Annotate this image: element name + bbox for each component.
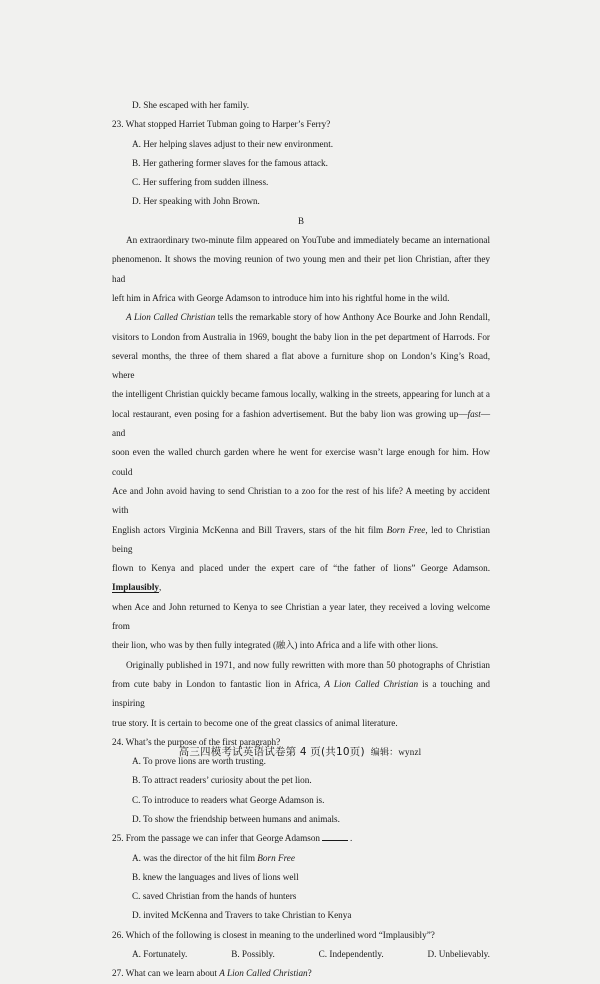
question-23: 23. What stopped Harriet Tubman going to Harper’s Ferry?	[112, 119, 331, 130]
p2-line: their lion, who was by then fully integrated (融入) into Africa and a life with other lions.	[112, 640, 439, 651]
q25-option-a	[112, 849, 490, 868]
p2-line	[112, 559, 490, 598]
p2-line: visitors to London from Australia in 1969, bought the baby lion in the pet department of Harrods. For	[112, 331, 490, 342]
paragraph-1	[112, 231, 490, 308]
q25-text: .	[350, 833, 353, 844]
q25-option-c: C. saved Christian from the hands of hunters	[132, 891, 297, 902]
underlined-word: Implausibly	[112, 582, 159, 593]
q23-option-a: A. Her helping slaves adjust to their new environment.	[132, 138, 334, 149]
p1-line: An extraordinary two-minute film appeared on YouTube and immediately became an international	[126, 235, 490, 246]
q24-option-a: A. To prove lions are worth trusting.	[132, 756, 266, 767]
q25a-text: A. was the director of the hit film	[132, 852, 258, 863]
film-title: Born Free	[257, 852, 295, 863]
question-27	[112, 964, 490, 983]
page-footer	[0, 744, 600, 759]
q22-option-d: D. She escaped with her family.	[132, 100, 250, 110]
section-heading: B	[297, 215, 304, 226]
book-title: A Lion Called Christian	[324, 678, 419, 689]
p2-line: when Ace and John returned to Kenya to see Christian a year later, they received a loving welcome from	[112, 601, 490, 632]
p2-line: soon even the walled church garden where he went for exercise wasn’t large enough for him. How could	[112, 447, 490, 477]
p2-line	[112, 521, 490, 560]
q26-option-d: D. Unbelievably.	[427, 949, 490, 960]
question-24: 24. What’s the purpose of the first paragraph?	[112, 736, 281, 747]
footer-text: 高三四模考试英语试卷第 4 页(共10页)	[178, 746, 365, 758]
film-title: Born Free	[386, 524, 426, 535]
q24-option-d: D. To show the friendship between humans and animals.	[132, 813, 340, 824]
answer-blank	[322, 832, 348, 841]
p3-line	[112, 675, 490, 714]
p2-line: several months, the three of them shared a flat above a furniture shop on London’s King’s Road, where	[112, 350, 490, 381]
p2-line: Ace and John avoid having to send Christian to a zoo for the rest of his life? A meeting by accident with	[112, 485, 490, 516]
p2-text: flown to Kenya and placed under the expert care of “the father of lions” George Adamson.	[112, 563, 490, 574]
p3-text: from cute baby in London to fantastic lion in Africa,	[112, 678, 325, 689]
page-content	[112, 96, 490, 984]
p2-text: —and	[112, 408, 490, 439]
q25-text: 25. From the passage we can infer that George Adamson	[112, 833, 321, 844]
footer-editor: 编辑：wynzl	[370, 747, 422, 757]
p2-text: tells the remarkable story of how Anthony Ace Bourke and John Rendall,	[215, 312, 490, 323]
q27-text: ?	[307, 968, 312, 979]
paragraph-3	[112, 656, 490, 733]
q23-option-c: C. Her suffering from sudden illness.	[132, 177, 269, 188]
p3-text: is a touching and inspiring	[112, 678, 491, 709]
q26-option-c: C. Independently.	[318, 949, 384, 960]
p1-line: phenomenon. It shows the moving reunion of two young men and their pet lion Christian, after they had	[112, 254, 490, 284]
q24-option-c: C. To introduce to readers what George Adamson is.	[132, 794, 325, 805]
question-26: 26. Which of the following is closest in meaning to the underlined word “Implausibly”?	[112, 929, 435, 940]
q26-option-a: A. Fortunately.	[132, 949, 188, 960]
p2-text: local restaurant, even posing for a fashion advertisement. But the baby lion was growing up—	[112, 408, 468, 419]
p2-line	[112, 308, 490, 327]
p2-line	[112, 405, 490, 444]
q26-option-b: B. Possibly.	[231, 949, 275, 960]
q25-option-b: B. knew the languages and lives of lions well	[132, 871, 299, 882]
q26-options	[112, 945, 490, 964]
q27-text: 27. What can we learn about	[112, 968, 220, 979]
q23-option-b: B. Her gathering former slaves for the famous attack.	[132, 157, 328, 168]
q24-option-b: B. To attract readers’ curiosity about the pet lion.	[132, 775, 312, 786]
question-25	[112, 829, 490, 848]
p2-line: the intelligent Christian quickly became famous locally, walking in the streets, appearing for lunch at a	[112, 389, 490, 400]
p2-text: English actors Virginia McKenna and Bill Travers, stars of the hit film	[112, 524, 387, 535]
q25-option-d: D. invited McKenna and Travers to take Christian to Kenya	[132, 910, 352, 921]
p1-line: left him in Africa with George Adamson to introduce him into his rightful home in the wild.	[112, 292, 450, 303]
emphasis-fast: fast	[467, 408, 481, 419]
p2-text: , led to Christian being	[112, 524, 490, 554]
p3-line: true story. It is certain to become one of the great classics of animal literature.	[112, 717, 398, 728]
p3-line: Originally published in 1971, and now fully rewritten with more than 50 photographs of Christian	[126, 659, 490, 670]
p2-text: ,	[158, 582, 162, 593]
book-title: A Lion Called Christian	[126, 312, 216, 323]
book-title: A Lion Called Christian	[219, 968, 308, 979]
q23-option-d: D. Her speaking with John Brown.	[132, 196, 260, 207]
paragraph-2	[112, 308, 490, 655]
